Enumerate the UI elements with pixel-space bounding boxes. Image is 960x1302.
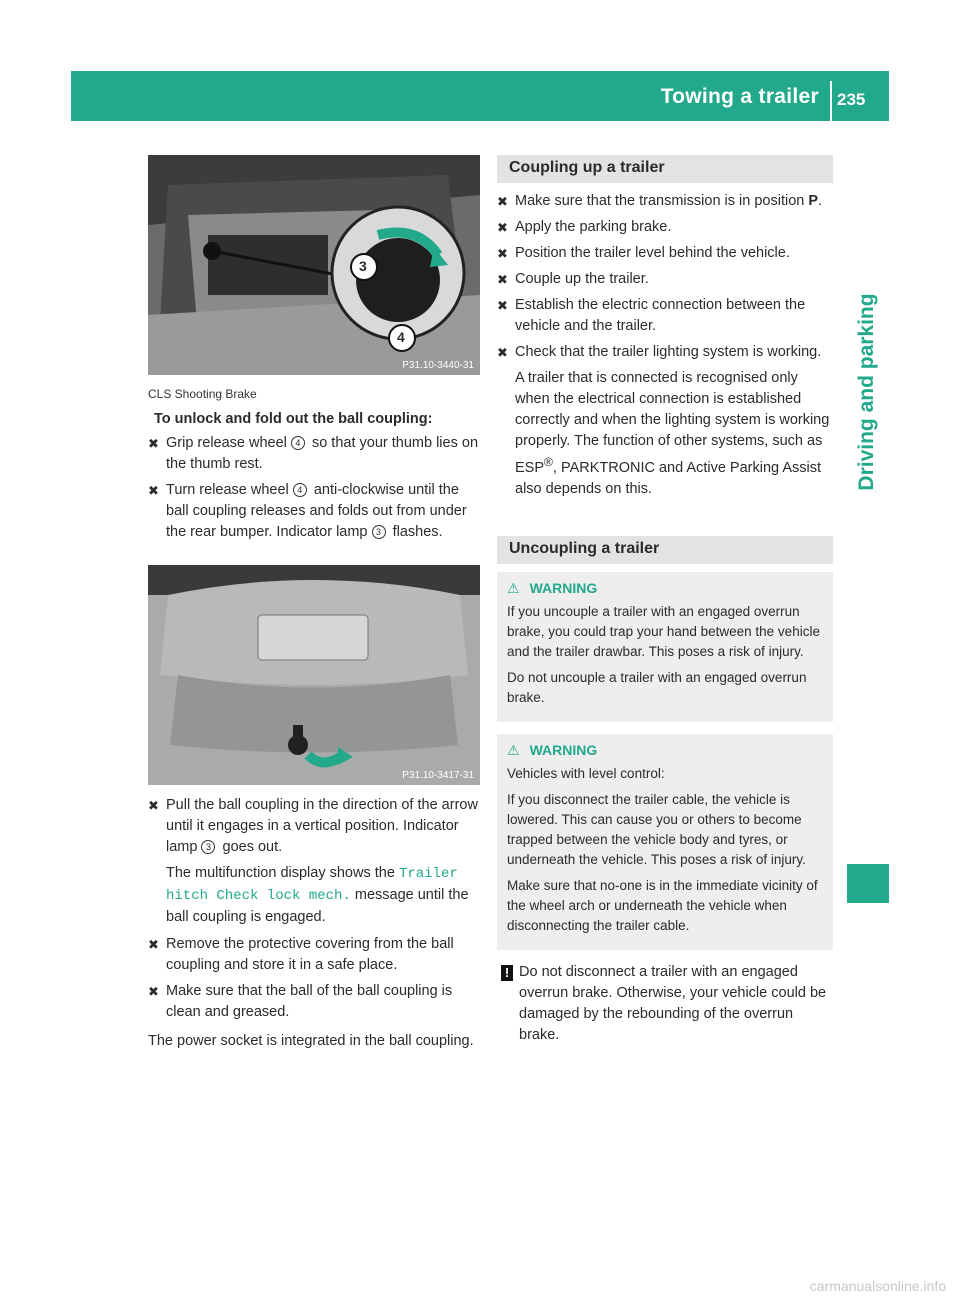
callout-ref: 4 [291, 436, 305, 450]
step-arrow-icon: ✖ [148, 984, 159, 999]
section-heading-uncoupling: Uncoupling a trailer [497, 536, 833, 564]
step-item: ✖ Apply the parking brake. [497, 217, 833, 238]
step-arrow-icon: ✖ [148, 436, 159, 451]
page-header [71, 71, 889, 121]
warning-text: If you uncouple a trailer with an engaged overrun brake, you could trap your hand between the vehicle and the trailer drawbar. This poses a risk of injury. [507, 603, 820, 659]
side-tab-marker [847, 864, 889, 903]
subheading: To unlock and fold out the ball coupling: [154, 411, 433, 427]
header-title: Towing a trailer [660, 85, 819, 108]
warning-text: Vehicles with level control: [507, 765, 665, 781]
callout-3: 3 [359, 258, 367, 274]
figure-trunk-release-wheel [148, 155, 480, 375]
material-damage-notice: ! Do not disconnect a trailer with an engaged overrun brake. Otherwise, your vehicle could be damaged by the rebounding of the overrun brake. [497, 962, 833, 1046]
warning-text: Do not uncouple a trailer with an engaged overrun brake. [507, 669, 807, 705]
warning-title: ⚠ WARNING [507, 741, 598, 758]
warning-triangle-icon: ⚠ [507, 579, 520, 596]
step-item: ✖ Pull the ball coupling in the direction of the arrow until it engages in a vertical position. Indicator lamp 3 goes out. [148, 797, 478, 855]
figure-rear-bumper [148, 565, 480, 785]
trunk-illustration [148, 155, 480, 375]
callout-ref: 4 [293, 483, 307, 497]
step-note: The multifunction display shows the Trailer hitch Check lock mech. message until the ball coupling is engaged. [166, 865, 469, 925]
callout-ref: 3 [372, 525, 386, 539]
step-arrow-icon: ✖ [497, 345, 508, 360]
display-message: Trailer hitch Check lock mech. [166, 866, 458, 904]
side-tab-label: Driving and parking [855, 293, 878, 491]
warning-box [497, 572, 833, 722]
step-arrow-icon: ✖ [497, 298, 508, 313]
warning-triangle-icon: ⚠ [507, 741, 520, 758]
closing-paragraph: The power socket is integrated in the ball coupling. [148, 1033, 474, 1049]
step-arrow-icon: ✖ [148, 798, 159, 813]
header-separator [830, 81, 832, 121]
step-arrow-icon: ✖ [497, 194, 508, 209]
left-column [148, 155, 480, 1052]
callout-4: 4 [397, 329, 405, 345]
step-arrow-icon: ✖ [497, 272, 508, 287]
step-arrow-icon: ✖ [148, 483, 159, 498]
footer-watermark: carmanualsonline.info [809, 1278, 946, 1294]
rear-bumper-illustration [148, 565, 480, 785]
step-item: ✖ Establish the electric connection between the vehicle and the trailer. [497, 297, 806, 334]
step-arrow-icon: ✖ [148, 937, 159, 952]
step-item: ✖ Turn release wheel 4 anti-clockwise until the ball coupling releases and folds out from under the rear bumper. Indicator lamp 3 flashes. [148, 482, 467, 540]
step-item: ✖ Grip release wheel 4 so that your thumb lies on the thumb rest. [148, 435, 479, 472]
warning-box [497, 734, 833, 950]
step-item: ✖ Position the trailer level behind the vehicle. [497, 243, 833, 264]
warning-title: ⚠ WARNING [507, 579, 598, 596]
step-item: ✖ Make sure that the ball of the ball coupling is clean and greased. [148, 983, 453, 1020]
exclamation-icon: ! [501, 965, 513, 981]
step-item: ✖ Remove the protective covering from the ball coupling and store it in a safe place. [148, 936, 454, 973]
step-item: ✖ Check that the trailer lighting system is working. [497, 342, 833, 363]
warning-text: If you disconnect the trailer cable, the vehicle is lowered. This can cause you or others to become trapped between the vehicle body and tyres, or underneath the vehicle. This poses a risk of injury. [507, 791, 806, 867]
section-heading-coupling: Coupling up a trailer [497, 155, 833, 183]
step-arrow-icon: ✖ [497, 220, 508, 235]
right-column [497, 155, 833, 1046]
step-arrow-icon: ✖ [497, 246, 508, 261]
figure-code: P31.10-3417-31 [402, 770, 474, 781]
coupling-note: A trailer that is connected is recognised only when the electrical connection is established correctly and when the lighting system is working properly. The function of other systems, such as ESP®, PARKTRONIC and Active Parking Assist also depends on this. [515, 370, 830, 497]
callout-ref: 3 [201, 840, 215, 854]
figure-code: P31.10-3440-31 [402, 360, 474, 371]
warning-text: Make sure that no-one is in the immediate vicinity of the wheel arch or underneath the vehicle when disconnecting the trailer cable. [507, 877, 818, 933]
step-item: ✖ Couple up the trailer. [497, 269, 833, 290]
page-number: 235 [837, 90, 866, 109]
figure-caption: CLS Shooting Brake [148, 387, 257, 401]
step-item: ✖ Make sure that the transmission is in position P. [497, 191, 833, 212]
